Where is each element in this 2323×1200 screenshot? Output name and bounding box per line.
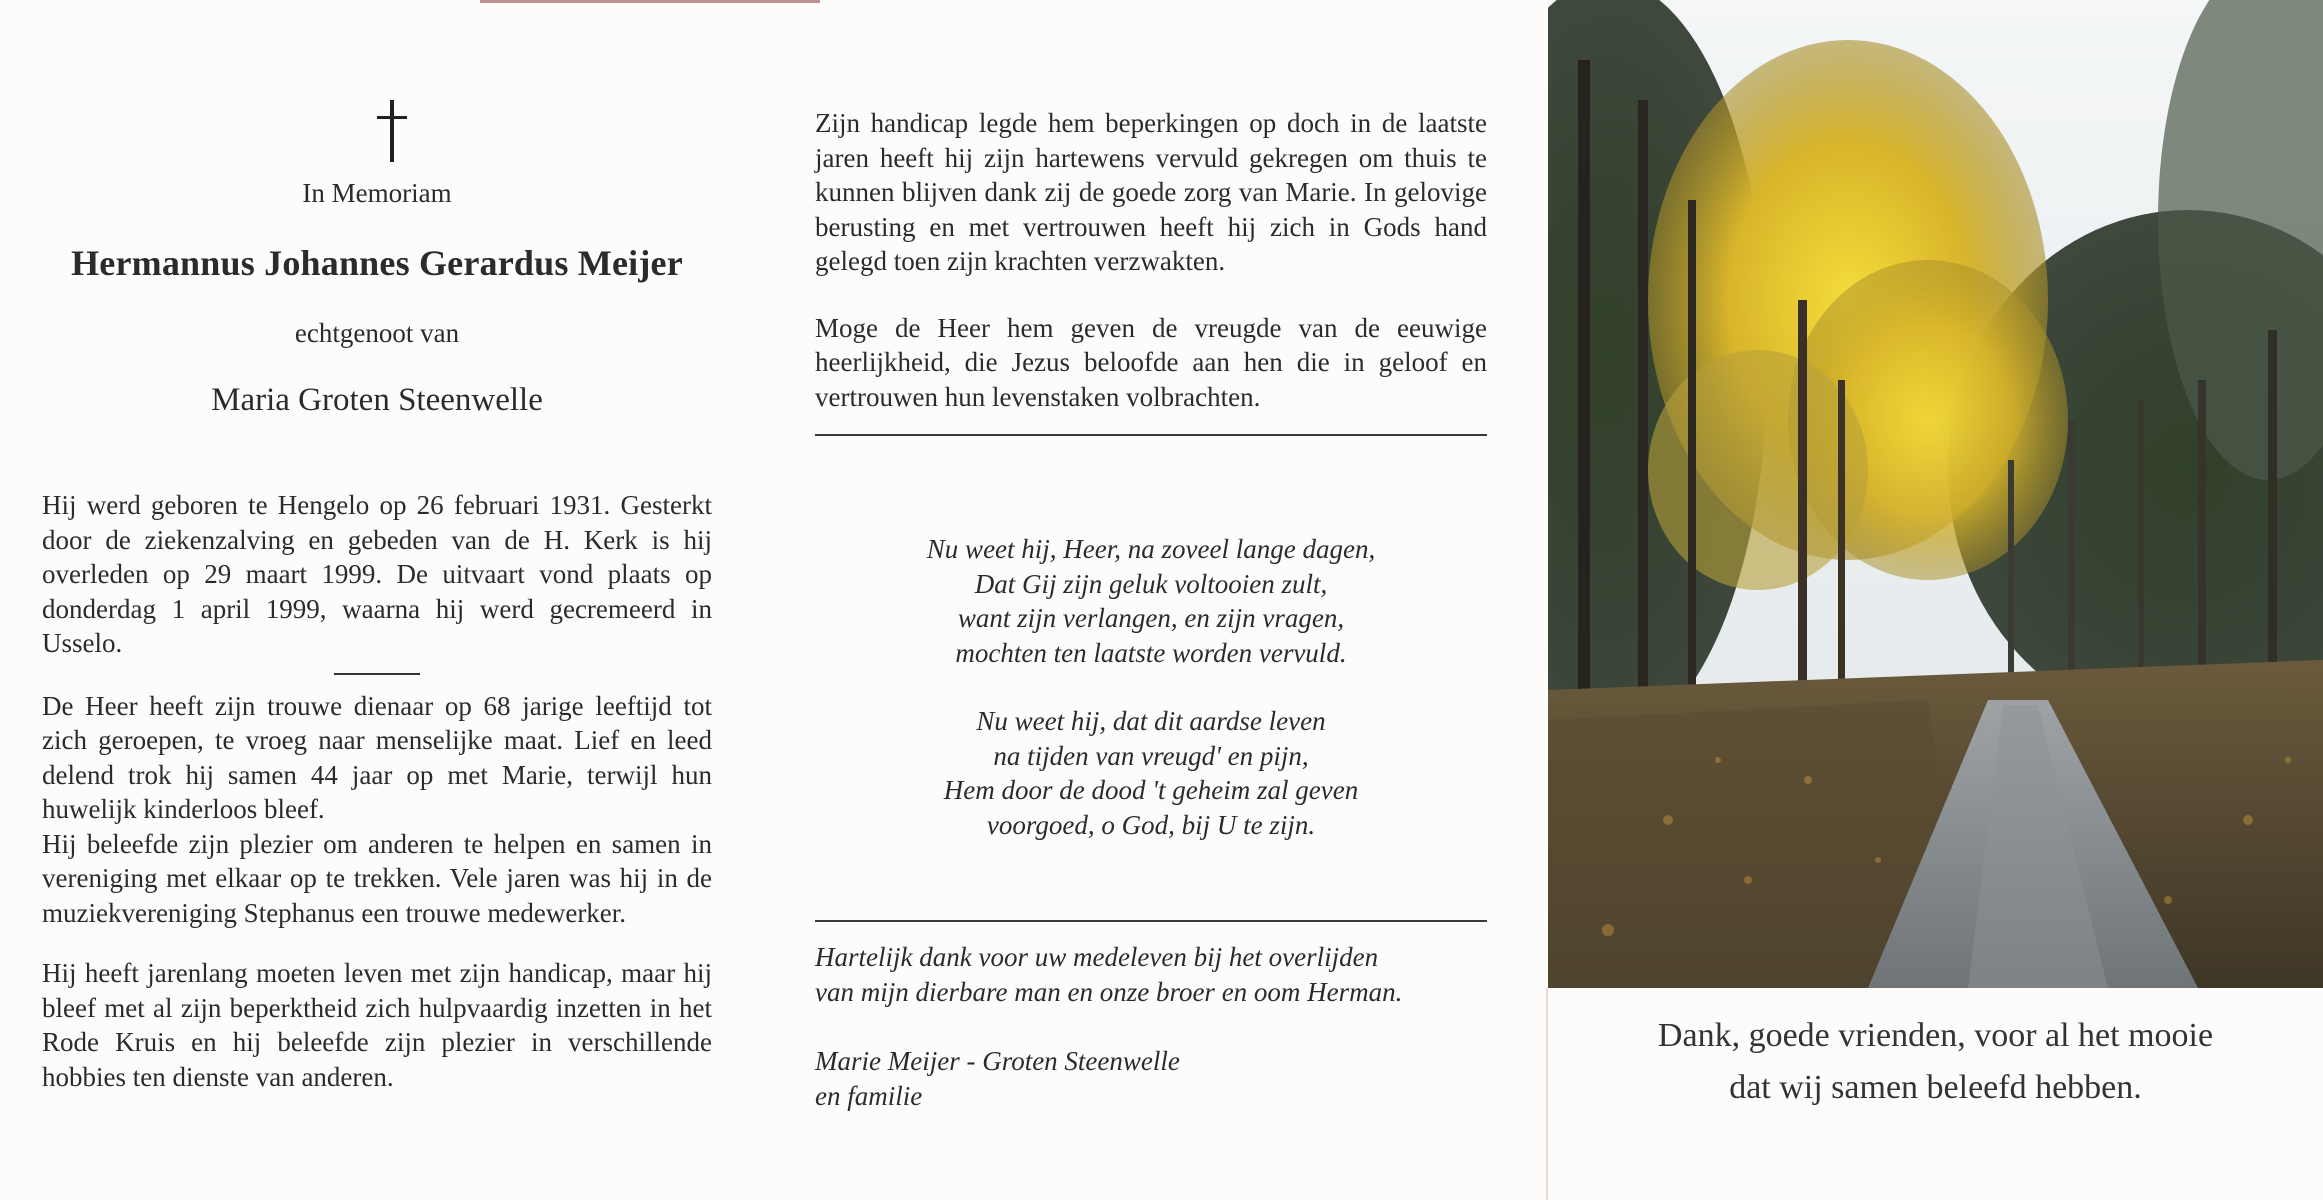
poem-line: Hem door de dood 't geheim zal geven <box>943 775 1359 805</box>
signature-line: en familie <box>815 1081 923 1111</box>
thanks-line: van mijn dierbare man en onze broer en oom Herman. <box>815 977 1403 1007</box>
poem-line: mochten ten laatste worden vervuld. <box>955 637 1347 668</box>
calling-paragraph: De Heer heeft zijn trouwe dienaar op 68 jarige leeftijd tot zich geroepen, te vroeg naar menselijke maat. Lief en leed delend trok hij samen 44 jaar op met Marie, terwijl hun huwelijk kinderloos bleef. <box>42 690 712 824</box>
left-column-body <box>42 488 712 1094</box>
caption-line: Dank, goede vrienden, voor al het mooie <box>1657 1017 2214 1054</box>
poem-line: want zijn verlangen, en zijn vragen, <box>957 603 1345 633</box>
middle-column <box>815 106 1487 1114</box>
poem-line: Nu weet hij, dat dit aardse leven <box>976 706 1326 736</box>
divider-top <box>815 434 1487 436</box>
in-memoriam-label: In Memoriam <box>302 178 452 208</box>
signature-line: Marie Meijer - Groten Steenwelle <box>815 1046 1180 1076</box>
spouse-of-label: echtgenoot van <box>294 318 460 348</box>
deceased-name: Hermannus Johannes Gerardus Meijer <box>71 243 683 283</box>
poem-line: na tijden van vreugd' en pijn, <box>993 740 1309 771</box>
birth-death-paragraph: Hij werd geboren te Hengelo op 26 februari 1931. Gesterkt door de ziekenzalving en gebeden van de H. Kerk is hij overleden op 29 maart 1999. De uitvaart vond plaats op donderdag 1 april 1999, waarna hij werd gecremeerd in Usselo. <box>42 490 712 658</box>
poem <box>815 532 1487 842</box>
poem-line: Nu weet hij, Heer, na zoveel lange dagen, <box>926 534 1376 564</box>
divider-bottom <box>815 920 1487 922</box>
blessing-paragraph: Moge de Heer hem geven de vreugde van de eeuwige heerlijkheid, die Jezus beloofde aan hen die in geloof en vertrouwen hun levenstaken volbrachten. <box>815 312 1487 412</box>
poem-line: Dat Gij zijn geluk voltooien zult, <box>974 568 1328 599</box>
thanks-line: Hartelijk dank voor uw medeleven bij het overlijden <box>815 942 1379 972</box>
middle-text <box>815 106 1487 414</box>
top-edge-mark <box>480 0 820 3</box>
helping-paragraph: Hij beleefde zijn plezier om anderen te helpen en samen in vereniging met elkaar op te trekken. Vele jaren was hij in de muziekvereniging Stephanus een trouwe medewerker. <box>42 828 712 928</box>
poem-line: voorgoed, o God, bij U te zijn. <box>986 809 1316 840</box>
spouse-name: Maria Groten Steenwelle <box>211 382 543 418</box>
thanks-block <box>815 940 1487 1114</box>
forest-path-photo <box>1548 0 2323 988</box>
caption-line: dat wij samen beleefd hebben. <box>1729 1069 2142 1106</box>
cross-icon <box>372 100 412 162</box>
short-divider <box>334 673 420 675</box>
handicap-paragraph: Hij heeft jarenlang moeten leven met zijn handicap, maar hij bleef met al zijn beperktheid zich hulpvaardig inzetten in het Rode Kruis en hij beleefde zijn plezier in verschillende hobbies ten dienste van anderen. <box>42 958 712 1092</box>
care-paragraph: Zijn handicap legde hem beperkingen op doch in de laatste jaren heeft hij zijn hartewens vervuld gekregen om thuis te kunnen blijven dank zij de goede zorg van Marie. In gelovige berusting en met vertrouwen heeft hij zich in Gods hand gelegd toen zijn krachten verzwakten. <box>815 108 1487 276</box>
photo-caption <box>1548 1010 2323 1114</box>
